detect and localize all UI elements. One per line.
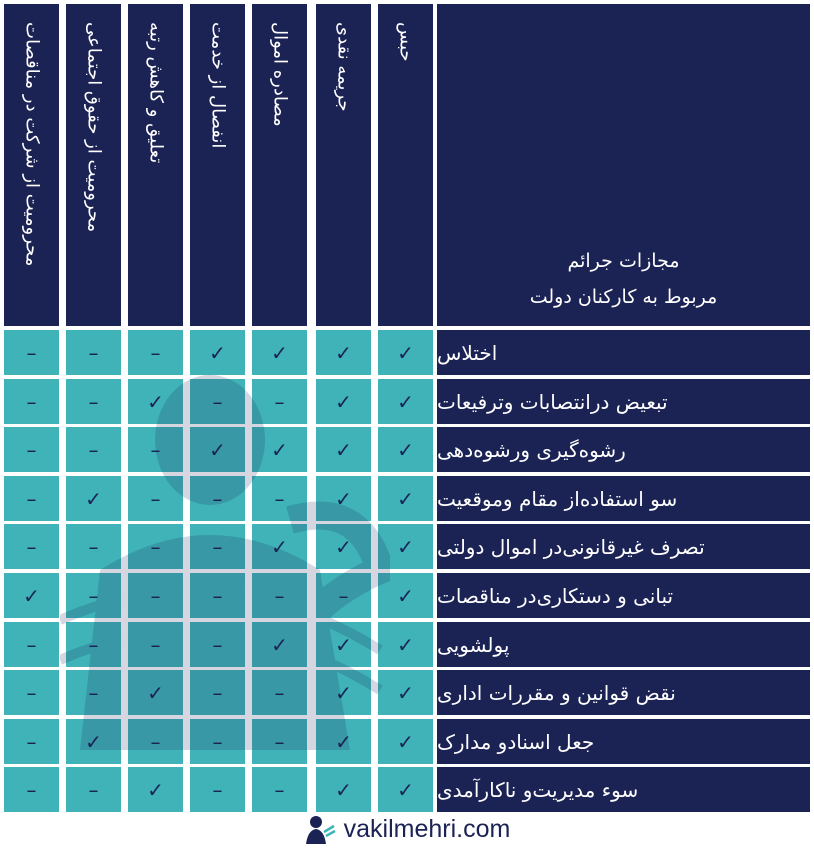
- dash-icon: –: [66, 573, 121, 618]
- crime-label: جعل اسنادو مدارک: [437, 719, 810, 764]
- dash-icon: –: [4, 330, 59, 375]
- dash-icon: –: [4, 670, 59, 715]
- check-icon: ✓: [316, 622, 371, 667]
- column-header: [316, 4, 371, 326]
- dash-icon: –: [66, 622, 121, 667]
- crime-label: نقض قوانین و مقررات اداری: [437, 670, 810, 715]
- dash-icon: –: [128, 330, 183, 375]
- check-icon: ✓: [316, 670, 371, 715]
- column-header: [190, 4, 245, 326]
- check-icon: ✓: [316, 330, 371, 375]
- dash-icon: –: [66, 427, 121, 472]
- check-icon: ✓: [4, 573, 59, 618]
- footer: [0, 812, 814, 846]
- dash-icon: –: [128, 622, 183, 667]
- dash-icon: –: [4, 524, 59, 569]
- dash-icon: –: [316, 573, 371, 618]
- dash-icon: –: [4, 719, 59, 764]
- dash-icon: –: [252, 670, 307, 715]
- dash-icon: –: [128, 719, 183, 764]
- column-header-label: محرومیت از حقوق اجتماعی: [83, 22, 105, 233]
- dash-icon: –: [66, 767, 121, 812]
- check-icon: ✓: [128, 379, 183, 424]
- dash-icon: –: [190, 622, 245, 667]
- check-icon: ✓: [378, 670, 433, 715]
- check-icon: ✓: [252, 622, 307, 667]
- dash-icon: –: [190, 670, 245, 715]
- crime-label: سوء مدیریت‌و ناکارآمدی: [437, 767, 810, 812]
- dash-icon: –: [190, 767, 245, 812]
- crime-label: تبعیض درانتصابات وترفیعات: [437, 379, 810, 424]
- crime-label: رشوه‌گیری ورشوه‌دهی: [437, 427, 810, 472]
- lawyer-logo-icon: [304, 814, 336, 844]
- dash-icon: –: [190, 379, 245, 424]
- crime-label: اختلاس: [437, 330, 810, 375]
- column-header: [128, 4, 183, 326]
- dash-icon: –: [4, 427, 59, 472]
- crime-label: پولشویی: [437, 622, 810, 667]
- dash-icon: –: [128, 573, 183, 618]
- check-icon: ✓: [378, 476, 433, 521]
- dash-icon: –: [4, 379, 59, 424]
- column-header-label: جریمه نقدی: [333, 22, 355, 112]
- crime-label: سو استفاده‌از مقام وموقعیت: [437, 476, 810, 521]
- dash-icon: –: [66, 670, 121, 715]
- check-icon: ✓: [378, 767, 433, 812]
- dash-icon: –: [128, 476, 183, 521]
- dash-icon: –: [66, 379, 121, 424]
- check-icon: ✓: [128, 767, 183, 812]
- check-icon: ✓: [378, 524, 433, 569]
- dash-icon: –: [128, 427, 183, 472]
- check-icon: ✓: [378, 622, 433, 667]
- crime-label: تصرف غیرقانونی‌در اموال دولتی: [437, 524, 810, 569]
- check-icon: ✓: [378, 330, 433, 375]
- check-icon: ✓: [190, 427, 245, 472]
- check-icon: ✓: [252, 330, 307, 375]
- dash-icon: –: [252, 573, 307, 618]
- column-header-label: تعلیق و کاهش رتبه: [145, 22, 167, 164]
- crime-label: تبانی و دستکاری‌در مناقصات: [437, 573, 810, 618]
- check-icon: ✓: [128, 670, 183, 715]
- dash-icon: –: [4, 622, 59, 667]
- column-header: [252, 4, 307, 326]
- check-icon: ✓: [316, 476, 371, 521]
- dash-icon: –: [190, 524, 245, 569]
- check-icon: ✓: [378, 719, 433, 764]
- column-header-label: حبس: [395, 22, 417, 62]
- dash-icon: –: [252, 476, 307, 521]
- dash-icon: –: [252, 719, 307, 764]
- column-header: [66, 4, 121, 326]
- dash-icon: –: [190, 573, 245, 618]
- dash-icon: –: [252, 379, 307, 424]
- dash-icon: –: [66, 524, 121, 569]
- column-header: [378, 4, 433, 326]
- table-title: [437, 4, 810, 326]
- check-icon: ✓: [378, 379, 433, 424]
- check-icon: ✓: [66, 719, 121, 764]
- dash-icon: –: [128, 524, 183, 569]
- dash-icon: –: [190, 719, 245, 764]
- title-text: مجازات جرائم: [567, 250, 680, 272]
- check-icon: ✓: [316, 719, 371, 764]
- check-icon: ✓: [316, 379, 371, 424]
- dash-icon: –: [66, 330, 121, 375]
- check-icon: ✓: [316, 427, 371, 472]
- column-header-label: محرومیت از شرکت در مناقصات: [21, 22, 43, 267]
- check-icon: ✓: [378, 427, 433, 472]
- dash-icon: –: [252, 767, 307, 812]
- check-icon: ✓: [316, 524, 371, 569]
- title-text: مربوط به کارکنان دولت: [529, 286, 718, 308]
- check-icon: ✓: [316, 767, 371, 812]
- column-header-label: مصادره اموال: [269, 22, 291, 127]
- check-icon: ✓: [378, 573, 433, 618]
- check-icon: ✓: [66, 476, 121, 521]
- column-header: [4, 4, 59, 326]
- check-icon: ✓: [252, 427, 307, 472]
- column-header-label: انفصال از خدمت: [207, 22, 229, 149]
- website-url[interactable]: vakilmehri.com: [343, 814, 511, 843]
- check-icon: ✓: [190, 330, 245, 375]
- check-icon: ✓: [252, 524, 307, 569]
- dash-icon: –: [4, 767, 59, 812]
- dash-icon: –: [4, 476, 59, 521]
- dash-icon: –: [190, 476, 245, 521]
